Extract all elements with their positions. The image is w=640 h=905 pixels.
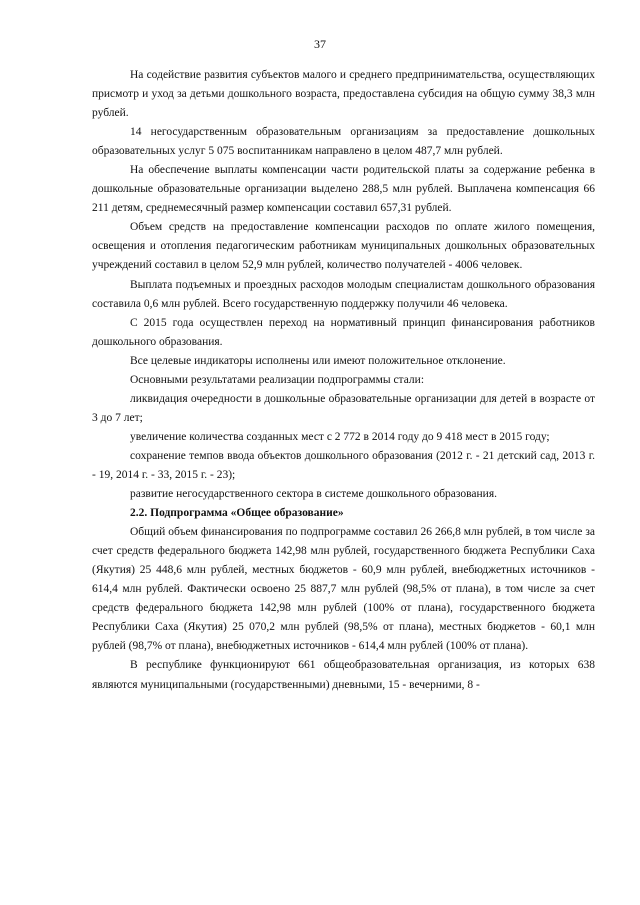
paragraph-schools-count: В республике функционируют 661 общеобразовательная организация, из которых 638 являются муниципальными (государственными) дневными, 15 - вечерними, 8 - [92, 659, 595, 691]
list-item-nongovernment-sector: развитие негосударственного сектора в системе дошкольного образования. [130, 488, 497, 501]
section-heading-general-education: 2.2. Подпрограмма «Общее образование» [130, 507, 344, 520]
list-item-places-increase: увеличение количества созданных мест с 2 772 в 2014 году до 9 418 мест в 2015 году; [130, 430, 550, 443]
list-item-queue-elimination: ликвидация очередности в дошкольные образовательные организации для детей в возрасте от 3 до 7 лет; [92, 392, 595, 424]
document-body [92, 66, 595, 695]
paragraph-housing-compensation: Объем средств на предоставление компенсации расходов по оплате жилого помещения, освещения и отопления педагогическим работникам муниципальных дошкольных образовательных учреждений составил в целом 52,9 млн рублей, количество получателей - 4006 человек. [92, 221, 595, 272]
paragraph-normative-financing: С 2015 года осуществлен переход на нормативный принцип финансирования работников дошкольного образования. [92, 316, 595, 348]
paragraph-general-education-financing: Общий объем финансирования по подпрограмме составил 26 266,8 млн рублей, в том числе за счет средств федерального бюджета 142,98 млн рублей, государственного бюджета Республики Саха (Якутия) 25 448,6 млн рублей, местных бюджетов - 60,9 млн рублей, внебюджетных источников - 614,4 млн рублей. Фактически освоено 25 887,7 млн рублей (98,5% от плана), в том числе за счет средств федерального бюджета 142,98 млн рублей (100% от плана), государственного бюджета Республики Саха (Якутия) 25 070,2 млн рублей (98,5% от плана), местных бюджетов - 60,1 млн рублей (98,7% от плана), внебюджетных источников - 614,4 млн рублей (100% от плана). [92, 526, 595, 653]
paragraph-results-intro: Основными результатами реализации подпрограммы стали: [130, 373, 425, 386]
paragraph-target-indicators: Все целевые индикаторы исполнены или имеют положительное отклонение. [130, 354, 506, 367]
list-item-construction-pace: сохранение темпов ввода объектов дошкольного образования (2012 г. - 21 детский сад, 2013 г. - 19, 2014 г. - 33, 2015 г. - 23); [92, 449, 595, 481]
paragraph-sme-subsidy: На содействие развития субъектов малого и среднего предпринимательства, осуществляющих присмотр и уход за детьми дошкольного возраста, предоставлена субсидия на общую сумму 38,3 млн рублей. [92, 69, 595, 120]
paragraph-nongovernment-organizations: 14 негосударственным образовательным организациям за предоставление дошкольных образовательных услуг 5 075 воспитанникам направлено в целом 487,7 млн рублей. [92, 126, 595, 158]
paragraph-young-specialists: Выплата подъемных и проездных расходов молодым специалистам дошкольного образования составила 0,6 млн рублей. Всего государственную поддержку получили 46 человека. [92, 278, 595, 310]
page-number: 37 [314, 37, 326, 51]
paragraph-parental-fee-compensation: На обеспечение выплаты компенсации части родительской платы за содержание ребенка в дошкольные образовательные организации выделено 288,5 млн рублей. Выплачена компенсация 66 211 детям, среднемесячный размер компенсации составил 657,31 рублей. [92, 164, 595, 215]
